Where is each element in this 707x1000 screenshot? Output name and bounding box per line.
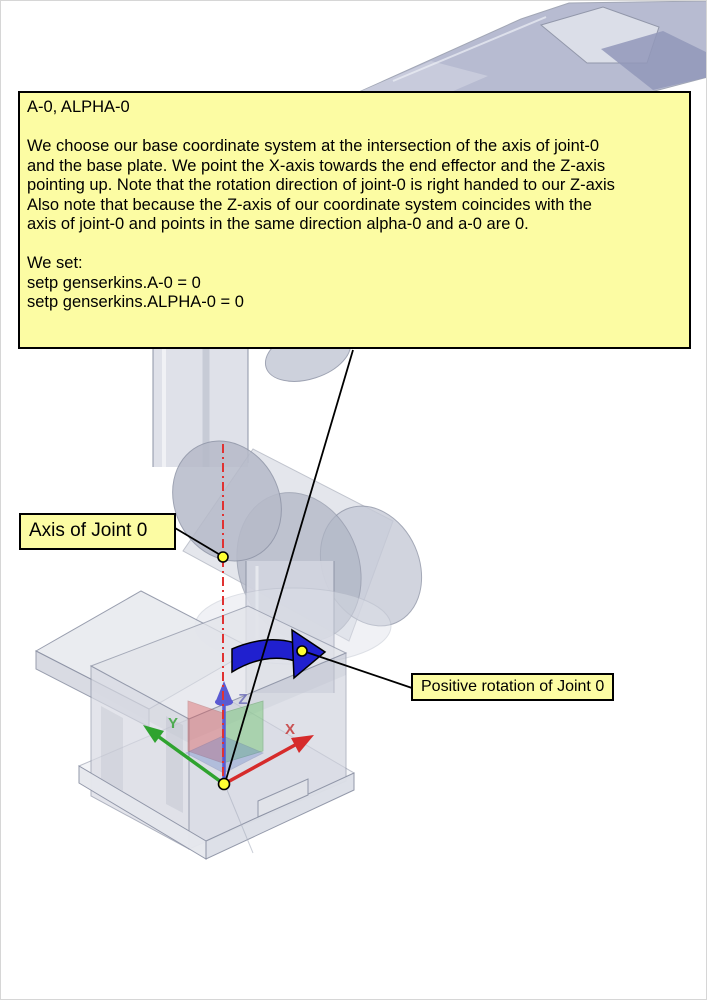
note-line: We set:	[27, 254, 83, 272]
robot-upper-arm	[359, 1, 707, 92]
origin-point-marker	[219, 779, 230, 790]
note-line	[27, 235, 682, 255]
note-line: pointing up. Note that the rotation direction of joint-0 is right handed to our Z-axis	[27, 176, 615, 194]
note-line: Also note that because the Z-axis of our coordinate system coincides with the	[27, 195, 592, 214]
note-line: axis of joint-0 and points in the same direction alpha-0 and a-0 are 0.	[27, 215, 529, 233]
note-line: and the base plate. We point the X-axis towards the end effector and the Z-axis	[27, 156, 606, 175]
z-axis-label: Z	[238, 691, 248, 708]
positive-rotation-label: Positive rotation of Joint 0	[411, 673, 614, 701]
note-line: setp genserkins.ALPHA-0 = 0	[27, 293, 244, 311]
x-axis-label: X	[284, 721, 296, 738]
explanation-note	[18, 91, 691, 349]
y-axis-label: Y	[167, 715, 179, 732]
axis-of-joint0-label: Axis of Joint 0	[19, 513, 176, 550]
note-title: A-0, ALPHA-0	[27, 98, 130, 116]
axis-point-marker	[218, 552, 228, 562]
note-line: setp genserkins.A-0 = 0	[27, 273, 201, 292]
note-line	[27, 118, 682, 138]
rotation-point-marker	[297, 646, 307, 656]
note-line: We choose our base coordinate system at the intersection of the axis of joint-0	[27, 137, 600, 155]
